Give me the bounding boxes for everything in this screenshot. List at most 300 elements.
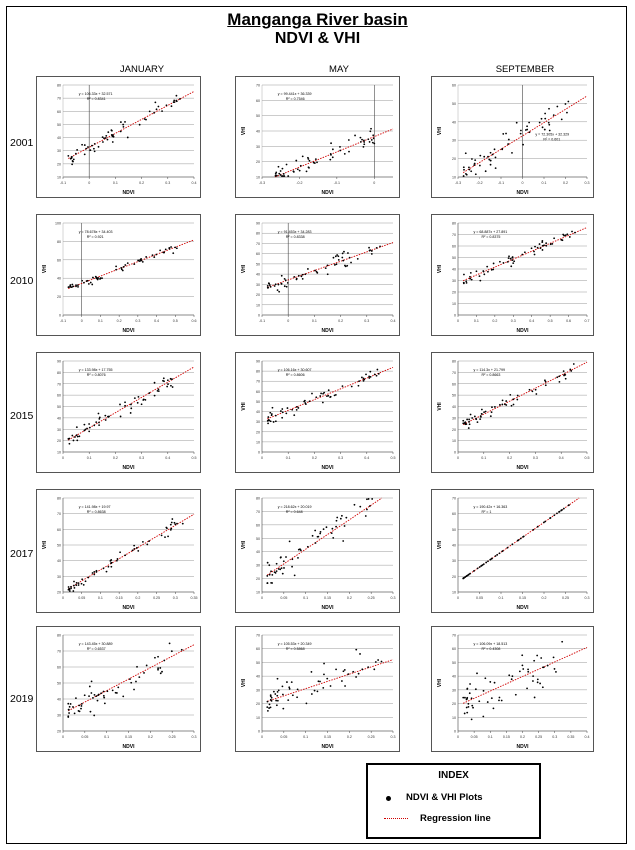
data-point [104, 702, 106, 704]
data-point [305, 403, 307, 405]
data-point [170, 524, 172, 526]
y-tick-label: 30 [452, 279, 456, 283]
data-point [489, 681, 491, 683]
x-tick-label: 0.3 [532, 456, 538, 460]
regression-equation: y = 72.305x + 32.329 [535, 132, 570, 137]
data-point [283, 173, 285, 175]
data-point [87, 577, 89, 579]
y-tick-label: 80 [57, 239, 61, 244]
data-point [479, 280, 481, 282]
data-point [563, 370, 565, 372]
data-point [312, 535, 314, 537]
data-point [335, 394, 337, 396]
data-point [532, 675, 534, 677]
data-point [133, 545, 135, 547]
data-point [154, 657, 156, 659]
data-point [139, 259, 141, 261]
x-tick-label: 0 [457, 319, 459, 323]
data-point [119, 404, 121, 406]
data-point [556, 376, 558, 378]
y-tick-label: 60 [57, 665, 61, 670]
y-tick-label: 0 [59, 313, 61, 318]
y-tick-label: 40 [256, 550, 260, 555]
data-point [473, 570, 475, 572]
x-tick-label: 0 [261, 456, 263, 460]
data-point [124, 405, 126, 407]
data-point [296, 696, 298, 698]
data-point [562, 239, 564, 241]
data-point [485, 411, 487, 413]
scatter-plot-svg [236, 77, 401, 199]
data-point [105, 135, 107, 137]
regression-equation: y = 91.453x + 34.283 [277, 230, 312, 234]
data-point [568, 504, 570, 506]
data-point [285, 556, 287, 558]
r-squared-label: R² = 0.8076 [86, 373, 106, 377]
data-point [98, 413, 100, 415]
data-point [376, 375, 378, 377]
data-point [564, 374, 566, 376]
data-point [89, 686, 91, 688]
data-point [299, 170, 301, 172]
data-point [512, 398, 514, 400]
regression-line [68, 91, 194, 158]
regression-line [275, 129, 393, 177]
data-point [274, 285, 276, 287]
data-point [267, 422, 269, 424]
y-tick-label: 50 [57, 543, 61, 548]
x-tick-label: 0.2 [541, 596, 547, 600]
data-point [83, 430, 85, 432]
data-point [275, 420, 277, 422]
regression-line [463, 647, 587, 703]
data-point [481, 409, 483, 411]
data-point [163, 252, 165, 254]
data-point [302, 278, 304, 280]
x-tick-label: 0.4 [165, 456, 171, 460]
data-point [360, 141, 362, 143]
data-point [74, 587, 76, 589]
x-tick-label: 0.15 [324, 596, 331, 600]
data-point [527, 671, 529, 673]
data-point [123, 126, 125, 128]
data-point [473, 164, 475, 166]
data-point [288, 686, 290, 688]
r-squared-label: R² = 0.601 [543, 137, 561, 142]
data-point [110, 566, 112, 568]
data-point [73, 158, 75, 160]
data-point [267, 701, 269, 703]
data-point [75, 584, 77, 586]
data-point [163, 380, 165, 382]
data-point [309, 400, 311, 402]
data-point [306, 170, 308, 172]
data-point [91, 680, 93, 682]
x-axis-label: NDVI [516, 328, 529, 334]
data-point [335, 526, 337, 528]
data-point [170, 246, 172, 248]
data-point [487, 701, 489, 703]
y-tick-label: 70 [452, 370, 456, 375]
data-point [158, 106, 160, 108]
data-point [120, 267, 122, 269]
data-point [342, 253, 344, 255]
data-point [331, 532, 333, 534]
data-point [97, 279, 99, 281]
data-point [479, 566, 481, 568]
y-tick-label: 10 [452, 590, 456, 595]
scatter-panel-2001-january [36, 76, 201, 198]
x-tick-label: 0 [261, 596, 263, 600]
data-point [479, 155, 481, 157]
data-point [369, 505, 371, 507]
data-point [267, 582, 269, 584]
y-tick-label: 60 [452, 647, 456, 652]
data-point [537, 678, 539, 680]
data-point [94, 150, 96, 152]
data-point [271, 574, 273, 576]
x-axis-label: NDVI [516, 465, 529, 471]
data-point [470, 170, 472, 172]
data-point [72, 590, 74, 592]
x-tick-label: 0.3 [172, 596, 178, 600]
x-tick-label: 0.2 [520, 735, 525, 739]
data-point [522, 144, 524, 146]
data-point [513, 260, 515, 262]
data-point [69, 706, 71, 708]
data-point [330, 142, 332, 144]
y-tick-label: 60 [57, 258, 61, 263]
data-point [273, 691, 275, 693]
data-point [314, 690, 316, 692]
data-point [493, 707, 495, 709]
data-point [327, 395, 329, 397]
data-point [534, 697, 536, 699]
data-point [174, 522, 176, 524]
data-point [479, 275, 481, 277]
data-point [471, 417, 473, 419]
regression-equation: y = 141.98x + 19.97 [78, 505, 111, 509]
regression-equation: y = 78.678x + 34.403 [78, 230, 113, 234]
y-tick-label: 20 [57, 729, 61, 734]
data-point [153, 256, 155, 258]
data-point [344, 525, 346, 527]
scatter-plot-svg [236, 353, 401, 474]
data-point [469, 573, 471, 575]
data-point [143, 672, 145, 674]
data-point [78, 710, 80, 712]
data-point [374, 374, 376, 376]
data-point [481, 413, 483, 415]
data-point [537, 526, 539, 528]
data-point [275, 283, 277, 285]
scatter-panel-2010-january [36, 214, 201, 336]
legend-box [366, 763, 541, 839]
data-point [511, 259, 513, 261]
x-tick-label: 0 [457, 456, 459, 460]
data-point [483, 273, 485, 275]
data-point [152, 254, 154, 256]
data-point [170, 528, 172, 530]
y-tick-label: 40 [57, 697, 61, 702]
data-point [72, 161, 74, 163]
data-point [559, 511, 561, 513]
data-point [491, 558, 493, 560]
data-point [95, 277, 97, 279]
data-point [465, 173, 467, 175]
y-tick-label: 20 [452, 574, 456, 579]
data-point [148, 540, 150, 542]
scatter-panel-2015-september [431, 352, 594, 473]
data-point [81, 578, 83, 580]
y-tick-label: 30 [256, 563, 260, 568]
y-tick-label: 90 [57, 359, 61, 364]
y-tick-label: 90 [256, 359, 260, 364]
scatter-panel-2017-september [431, 489, 594, 613]
r-squared-label: R² = 0.8341 [86, 97, 106, 101]
data-point [115, 269, 117, 271]
data-point [300, 165, 302, 167]
data-point [171, 522, 173, 524]
column-header-january: JANUARY [119, 64, 165, 75]
y-axis-label: VHI [437, 264, 443, 274]
y-tick-label: 50 [57, 405, 61, 409]
scatter-plot-svg [236, 215, 401, 337]
data-point [490, 164, 492, 166]
data-point [100, 277, 102, 279]
data-point [115, 266, 117, 268]
data-point [466, 707, 468, 709]
data-point [144, 399, 146, 401]
data-point [341, 515, 343, 517]
data-point [146, 544, 148, 546]
x-tick-label: 0 [373, 181, 376, 185]
data-point [78, 584, 80, 586]
data-point [480, 415, 482, 417]
data-point [295, 160, 297, 162]
data-point [347, 252, 349, 254]
data-point [167, 383, 169, 385]
data-point [528, 122, 530, 124]
data-point [328, 389, 330, 391]
data-point [465, 280, 467, 282]
data-point [520, 130, 522, 132]
data-point [472, 707, 474, 709]
y-tick-label: 40 [256, 272, 260, 277]
data-point [286, 164, 288, 166]
data-point [271, 413, 273, 415]
data-point [103, 567, 105, 569]
x-tick-label: 0.2 [338, 319, 344, 323]
data-point [526, 125, 528, 127]
x-tick-label: 0 [80, 319, 83, 323]
y-tick-label: 0 [454, 729, 456, 734]
data-point [266, 706, 268, 708]
data-point [78, 704, 80, 706]
data-point [165, 527, 167, 529]
data-point [281, 567, 283, 569]
data-point [112, 689, 114, 691]
data-point [554, 668, 556, 670]
data-point [539, 122, 541, 124]
data-point [508, 257, 510, 259]
data-point [282, 411, 284, 413]
x-tick-label: 0.2 [346, 735, 352, 739]
data-point [280, 556, 282, 558]
data-point [73, 585, 75, 587]
data-point [130, 412, 132, 414]
data-point [348, 139, 350, 141]
y-tick-label: 40 [57, 276, 61, 281]
data-point [111, 562, 113, 564]
data-point [269, 412, 271, 414]
y-tick-label: 80 [57, 496, 61, 501]
data-point [533, 251, 535, 253]
data-point [142, 399, 144, 401]
data-point [377, 659, 379, 661]
y-axis-label: VHI [241, 126, 247, 136]
data-point [336, 520, 338, 522]
data-point [132, 550, 134, 552]
data-point [90, 711, 92, 713]
x-tick-label: 0.3 [584, 181, 590, 185]
scatter-plot-svg [432, 215, 595, 337]
x-tick-label: 0.3 [584, 596, 590, 600]
y-tick-label: 50 [57, 681, 61, 686]
data-point [499, 697, 501, 699]
data-point [344, 265, 346, 267]
data-point [94, 694, 96, 696]
x-tick-label: 0.35 [567, 735, 575, 739]
y-tick-label: 80 [256, 369, 260, 374]
data-point [468, 419, 470, 421]
data-point [534, 254, 536, 256]
y-tick-label: 10 [452, 439, 456, 444]
data-point [275, 700, 277, 702]
x-tick-label: 0.4 [154, 319, 160, 323]
y-tick-label: 60 [256, 647, 260, 652]
data-point [267, 710, 269, 712]
data-point [358, 673, 360, 675]
data-point [276, 704, 278, 706]
data-point [286, 286, 288, 288]
data-point [278, 173, 280, 175]
data-point [287, 282, 289, 284]
r-squared-label: R² = 0.5868 [285, 647, 305, 651]
y-tick-label: 80 [452, 359, 456, 364]
data-point [474, 415, 476, 417]
data-point [462, 697, 464, 699]
data-point [361, 139, 363, 141]
data-point [76, 149, 78, 151]
data-point [490, 160, 492, 162]
data-point [371, 139, 373, 141]
data-point [284, 278, 286, 280]
x-tick-label: 0.1 [481, 456, 487, 460]
regression-equation: y = 143.45x + 30.889 [78, 642, 113, 646]
data-point [172, 386, 174, 388]
data-point [86, 428, 88, 430]
x-tick-label: 0.3 [390, 596, 396, 600]
data-point [542, 686, 544, 688]
data-point [154, 382, 156, 384]
data-point [281, 408, 283, 410]
data-point [549, 130, 551, 132]
data-point [342, 540, 344, 542]
regression-line [68, 645, 194, 711]
data-point [281, 283, 283, 285]
data-point [308, 166, 310, 168]
data-point [475, 418, 477, 420]
data-point [281, 275, 283, 277]
data-point [495, 555, 497, 557]
legend-title: INDEX [438, 770, 469, 781]
data-point [157, 669, 159, 671]
data-point [322, 393, 324, 395]
data-point [294, 574, 296, 576]
data-point [315, 158, 317, 160]
data-point [505, 133, 507, 135]
scatter-plot-svg [432, 627, 595, 753]
data-point [103, 697, 105, 699]
data-point [544, 521, 546, 523]
scatter-plot-svg [37, 77, 202, 199]
y-tick-label: 20 [57, 162, 61, 167]
data-point [90, 282, 92, 284]
y-tick-label: 20 [452, 157, 456, 162]
data-point [69, 443, 71, 445]
data-point [145, 256, 147, 258]
data-point [320, 531, 322, 533]
data-point [77, 284, 79, 286]
data-point [318, 680, 320, 682]
data-point [331, 528, 333, 530]
x-tick-label: 0 [287, 319, 290, 323]
data-point [467, 703, 469, 705]
data-point [510, 265, 512, 267]
scatter-panel-2017-january [36, 489, 201, 613]
data-point [307, 157, 309, 159]
data-point [533, 660, 535, 662]
data-point [499, 404, 501, 406]
data-point [342, 385, 344, 387]
data-point [469, 423, 471, 425]
data-point [95, 421, 97, 423]
data-point [503, 262, 505, 264]
data-point [304, 273, 306, 275]
r-squared-label: R² = 0.7546 [285, 97, 305, 101]
data-point [333, 257, 335, 259]
data-point [504, 403, 506, 405]
data-point [463, 166, 465, 168]
column-header-september: SEPTEMBER [495, 64, 555, 75]
y-tick-label: 80 [452, 221, 456, 226]
data-point [158, 388, 160, 390]
data-point [468, 166, 470, 168]
data-point [471, 158, 473, 160]
row-label-2001: 2001 [10, 137, 34, 149]
data-point [469, 692, 471, 694]
data-point [508, 139, 510, 141]
data-point [174, 523, 176, 525]
scatter-panel-2010-september [431, 214, 594, 336]
regression-line [68, 514, 194, 589]
y-tick-label: 60 [452, 382, 456, 387]
data-point [286, 681, 288, 683]
y-tick-label: 70 [57, 649, 61, 654]
data-point [372, 142, 374, 144]
data-point [113, 136, 115, 138]
